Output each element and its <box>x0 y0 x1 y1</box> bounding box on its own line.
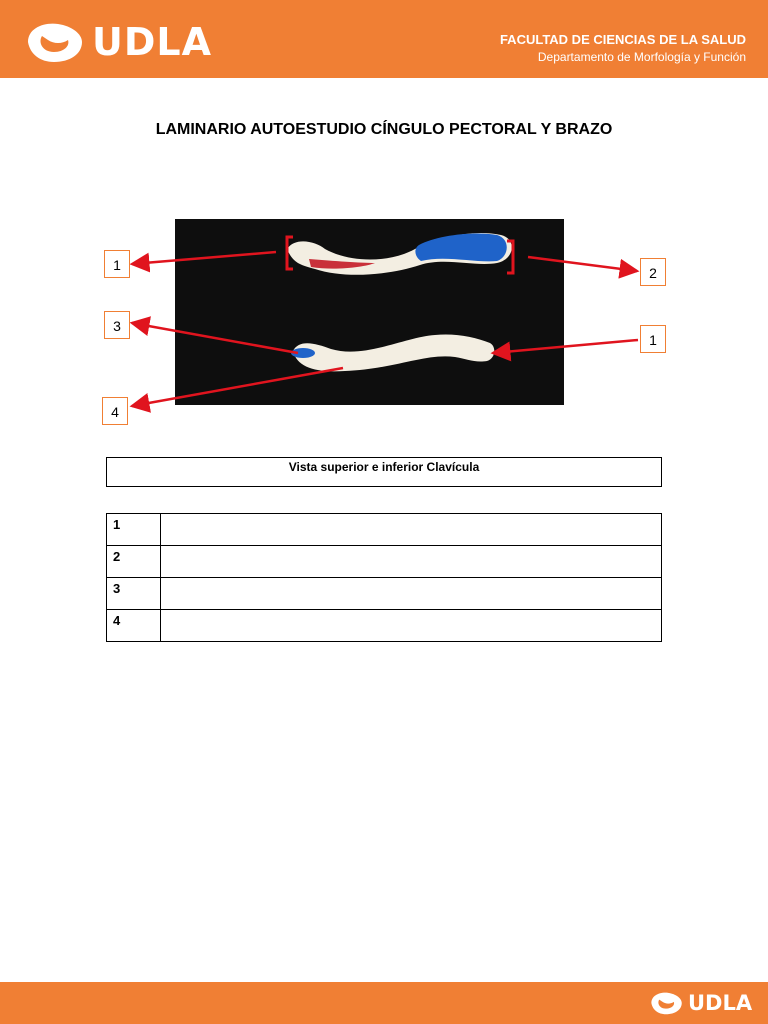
table-row <box>107 578 662 610</box>
answer-cell[interactable] <box>161 546 662 578</box>
faculty-name: FACULTAD DE CIENCIAS DE LA SALUD <box>499 32 746 47</box>
footer-bar <box>0 982 768 1024</box>
department-name: Departamento de Morfología y Función <box>537 50 746 64</box>
faculty-block <box>500 32 746 66</box>
answer-table <box>106 513 662 642</box>
udla-logo-icon <box>22 20 86 64</box>
label-box-3: 3 <box>104 311 130 339</box>
page-title: LAMINARIO AUTOESTUDIO CÍNGULO PECTORAL Y BRAZO <box>155 121 613 138</box>
caption-text: Vista superior e inferior Clavícula <box>288 460 480 474</box>
clavicle-photo <box>175 219 564 405</box>
answer-cell[interactable] <box>161 610 662 642</box>
label-box-4: 4 <box>102 397 128 425</box>
table-row <box>107 514 662 546</box>
label-box-1-bottom: 1 <box>640 325 666 353</box>
answer-cell[interactable] <box>161 514 662 546</box>
row-number: 3 <box>107 578 161 610</box>
header-bar <box>0 0 768 78</box>
label-box-1-top: 1 <box>104 250 130 278</box>
label-box-2: 2 <box>640 258 666 286</box>
row-number: 2 <box>107 546 161 578</box>
table-row <box>107 610 662 642</box>
row-number: 4 <box>107 610 161 642</box>
clavicle-illustration <box>175 219 564 405</box>
footer-wordmark: UDLA <box>688 991 753 1015</box>
udla-footer-logo-icon <box>648 990 684 1016</box>
row-number: 1 <box>107 514 161 546</box>
table-row <box>107 546 662 578</box>
caption-box <box>106 457 662 487</box>
answer-cell[interactable] <box>161 578 662 610</box>
logo-wordmark: UDLA <box>92 20 213 64</box>
